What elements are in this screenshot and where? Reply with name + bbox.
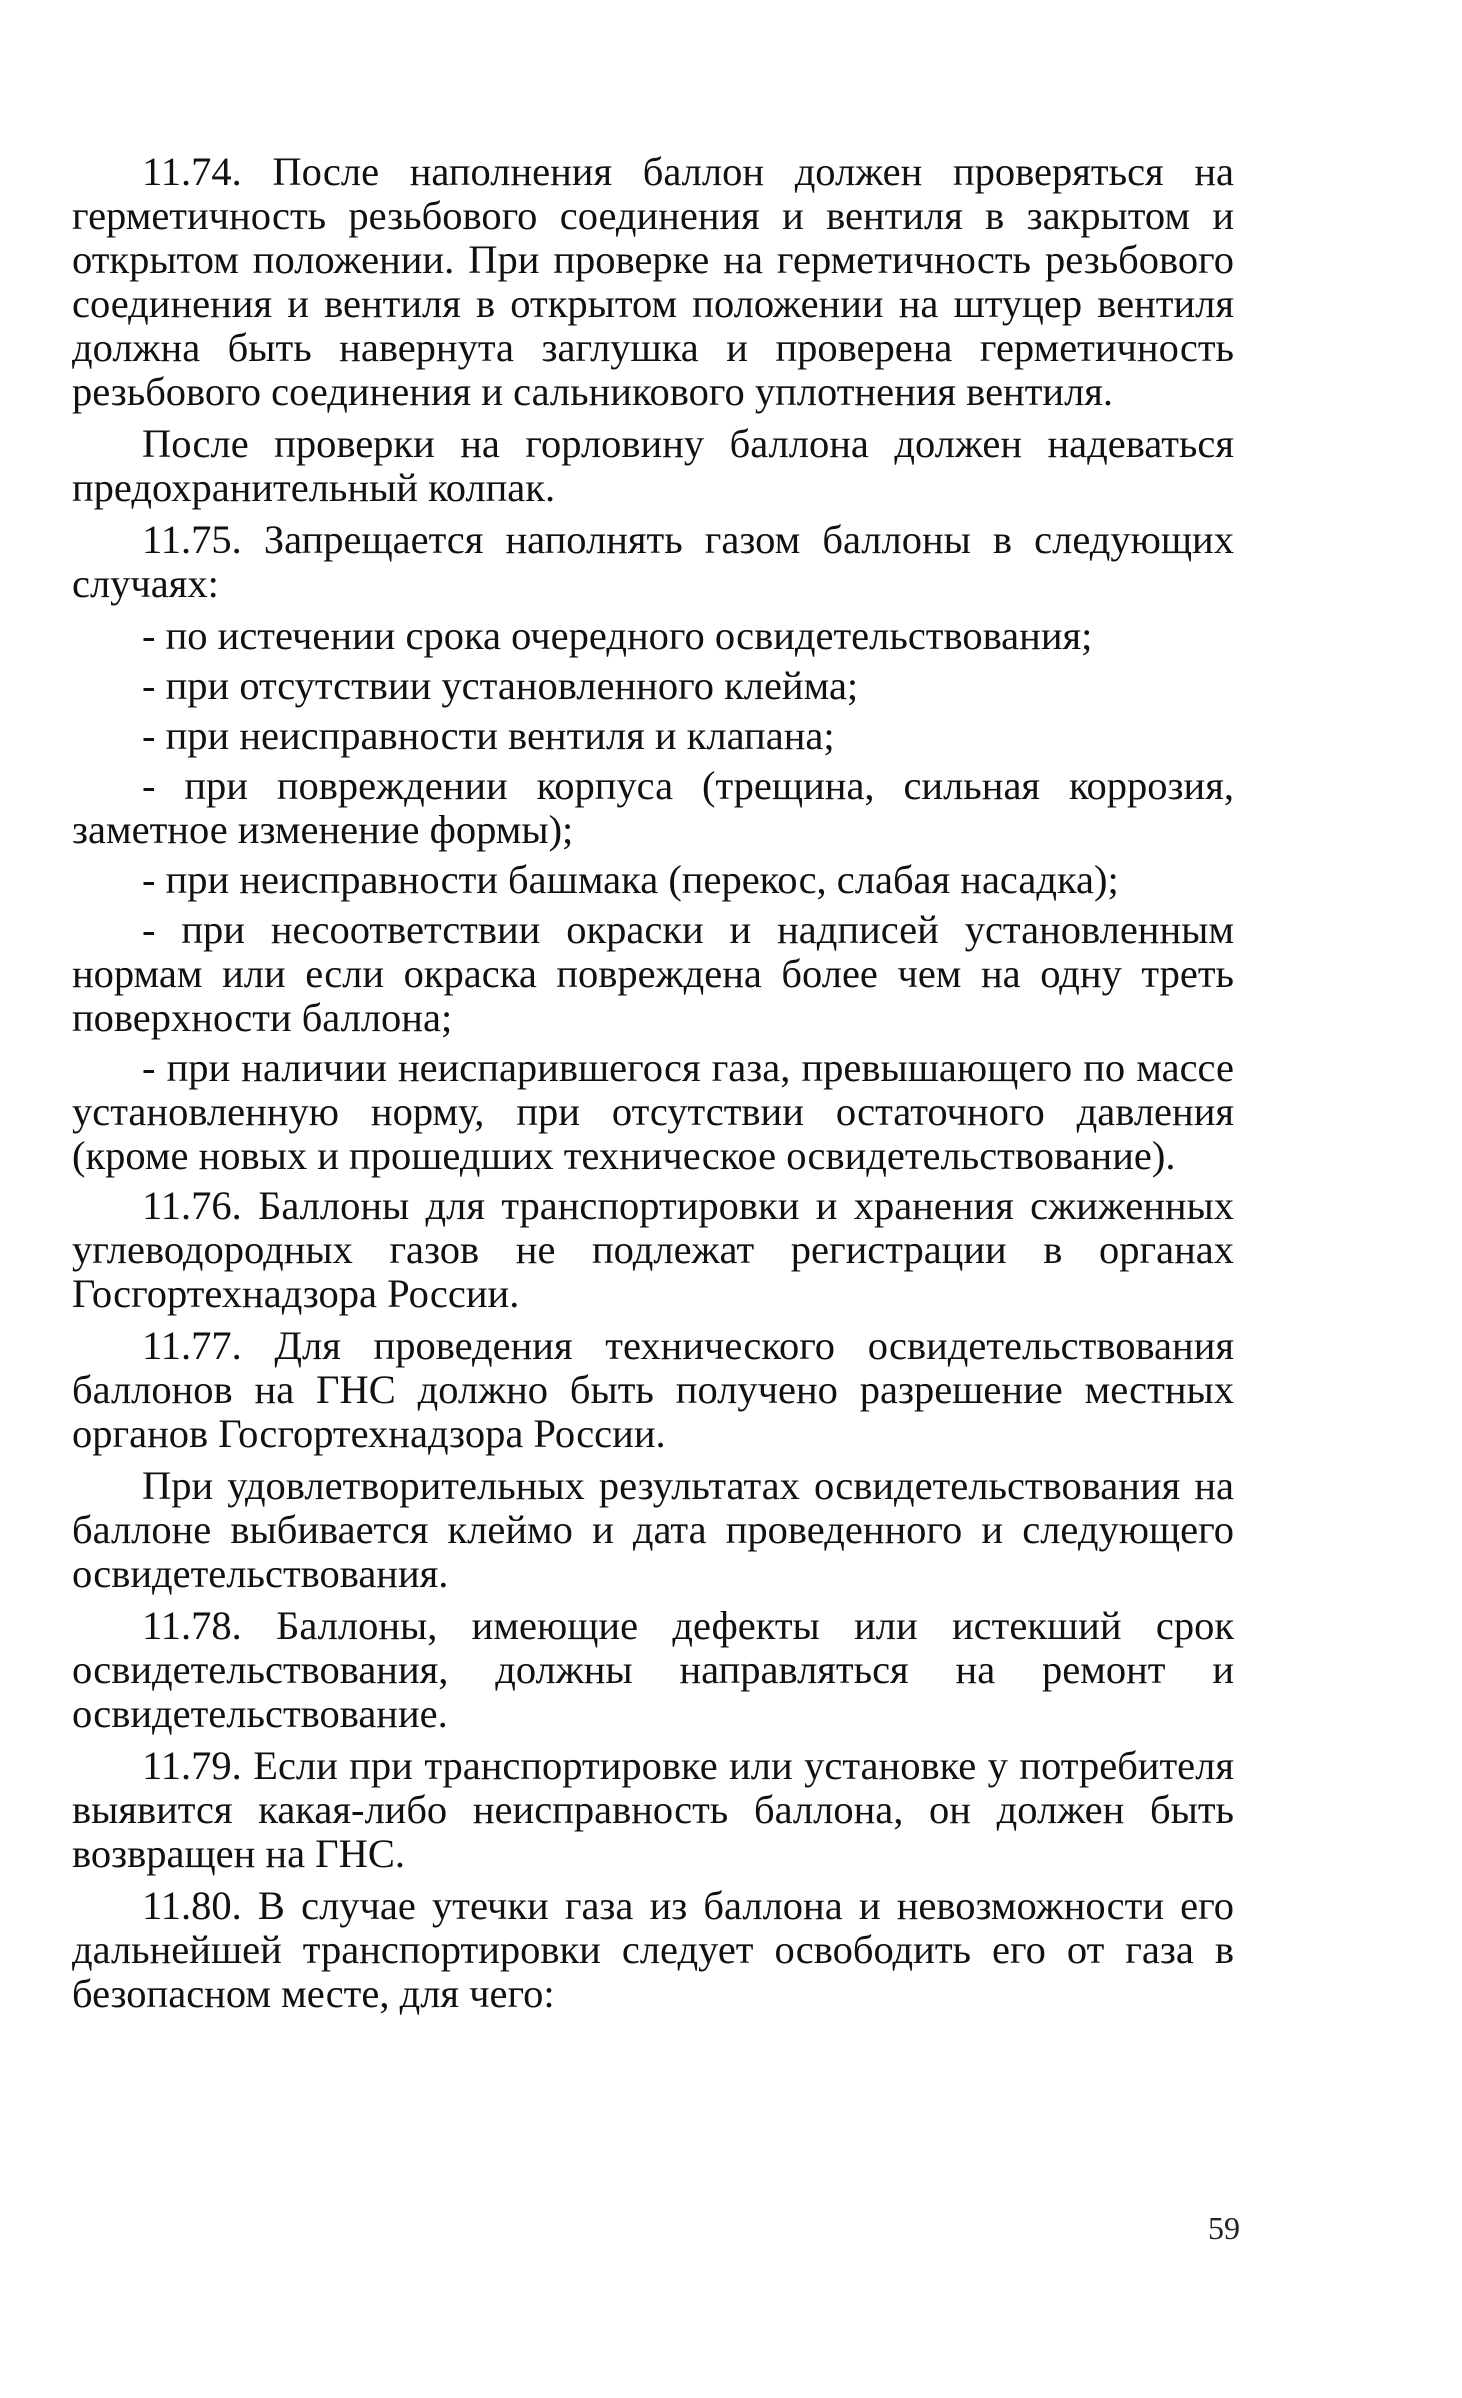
paragraph-11-75: 11.75. Запрещается наполнять газом баллоны в следующих случаях:: [72, 517, 1234, 606]
paragraph-11-79: 11.79. Если при транспортировке или установке у потребителя выявится какая-либо неисправность баллона, он должен быть возвращен на ГНС.: [72, 1743, 1234, 1876]
list-item: - при несоответствии окраски и надписей установленным нормам или если окраска повреждена более чем на одну треть поверхности баллона;: [72, 907, 1234, 1040]
list-item: - при неисправности вентиля и клапана;: [142, 713, 835, 758]
paragraph-11-77: 11.77. Для проведения технического освидетельствования баллонов на ГНС должно быть получено разрешение местных органов Госгортехнадзора России.: [72, 1323, 1234, 1456]
paragraph-11-74: 11.74. После наполнения баллон должен проверяться на герметичность резьбового соединения и вентиля в закрытом и открытом положении. При проверке на герметичность резьбового соединения и вентиля в открытом положении на штуцер вентиля должна быть навернута заглушка и проверена герметичность резьбового соединения и сальникового уплотнения вентиля.: [72, 149, 1234, 414]
paragraph-11-80: 11.80. В случае утечки газа из баллона и невозможности его дальнейшей транспортировки следует освободить его от газа в безопасном месте, для чего:: [72, 1883, 1234, 2016]
paragraph-cap: После проверки на горловину баллона должен надеваться предохранительный колпак.: [72, 421, 1234, 510]
document-page: [72, 150, 1234, 2024]
paragraph-11-78: 11.78. Баллоны, имеющие дефекты или истекший срок освидетельствования, должны направляться на ремонт и освидетельствование.: [72, 1603, 1234, 1736]
list-item: - при отсутствии установленного клейма;: [142, 663, 859, 708]
paragraph-11-76: 11.76. Баллоны для транспортировки и хранения сжиженных углеводородных газов не подлежат регистрации в органах Госгортехнадзора России.: [72, 1183, 1234, 1316]
page-number: 59: [1208, 2210, 1240, 2246]
paragraph-results: При удовлетворительных результатах освидетельствования на баллоне выбивается клеймо и дата проведенного и следующего освидетельствования.: [72, 1463, 1234, 1596]
list-item: - при наличии неиспарившегося газа, превышающего по массе установленную норму, при отсутствии остаточного давления (кроме новых и прошедших техническое освидетельствование).: [72, 1045, 1234, 1178]
list-item: - при неисправности башмака (перекос, слабая насадка);: [142, 857, 1119, 902]
list-item: - при повреждении корпуса (трещина, сильная коррозия, заметное изменение формы);: [72, 763, 1234, 852]
list-item: - по истечении срока очередного освидетельствования;: [142, 613, 1093, 658]
